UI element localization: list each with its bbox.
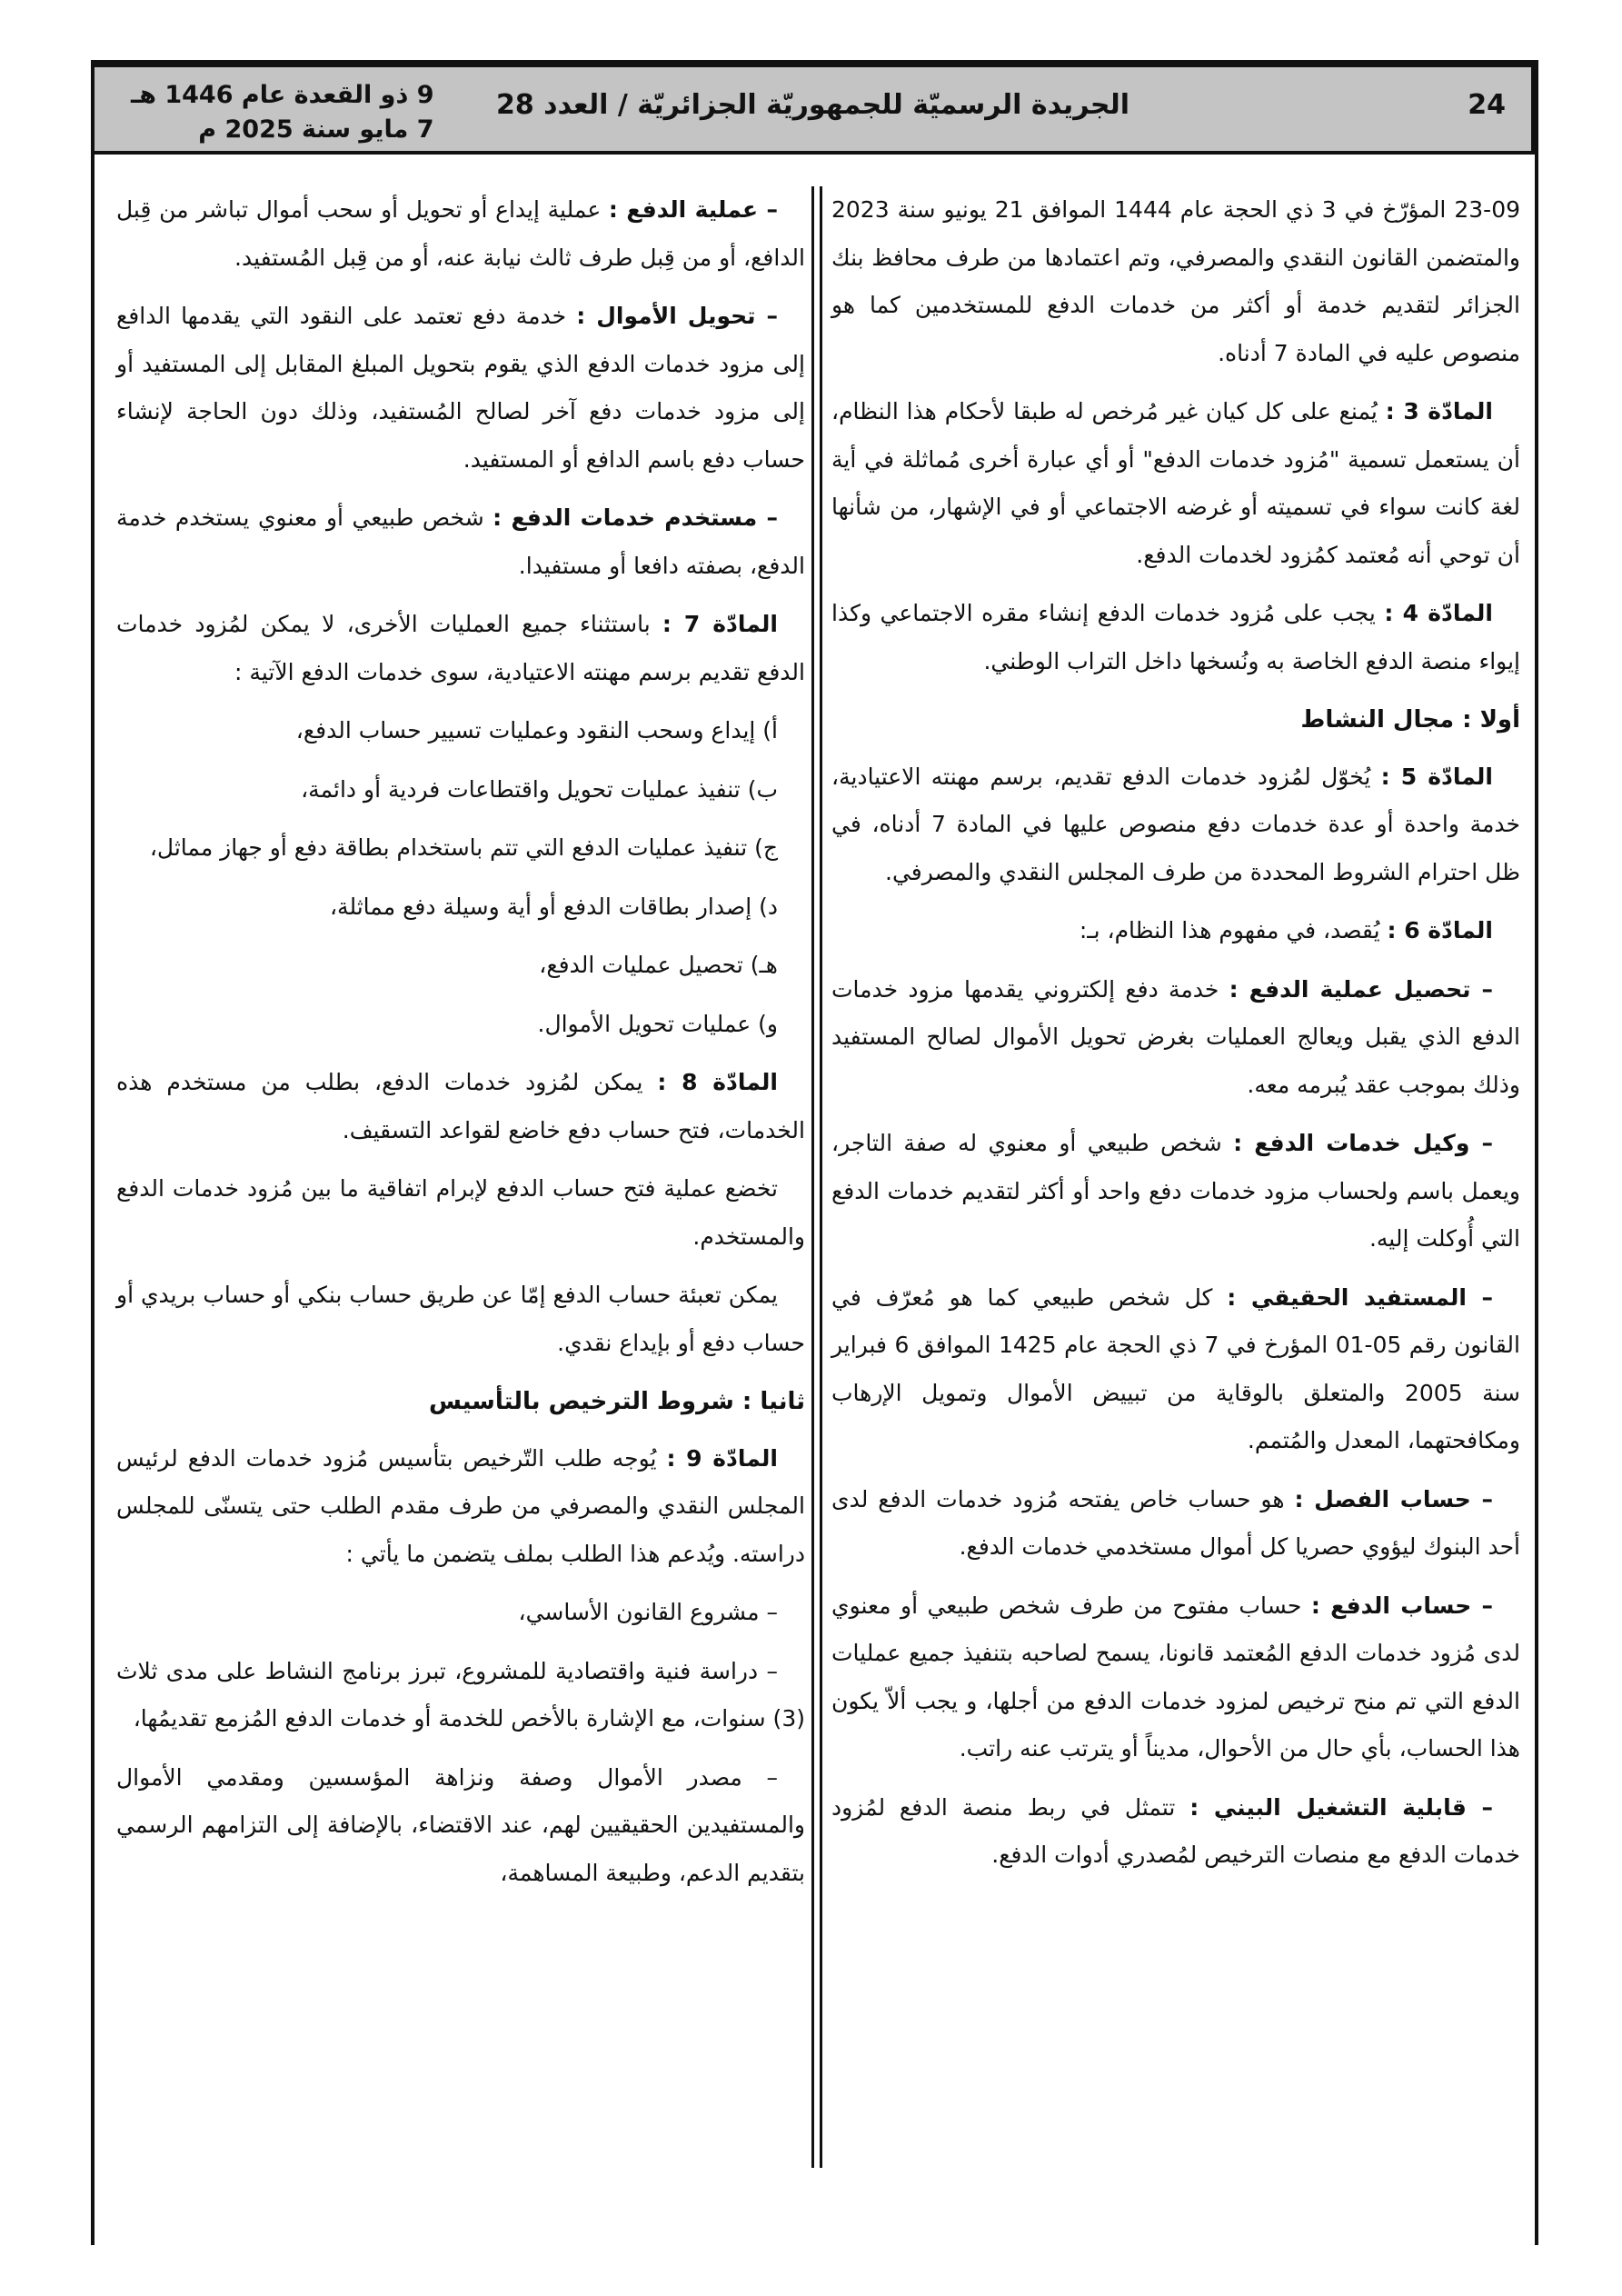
date-gregorian: 7 مايو سنة 2025 م — [198, 115, 434, 144]
list-item: ب) تنفيذ عمليات تحويل واقتطاعات فردية أو دائمة، — [301, 775, 778, 803]
page-number: 24 — [1468, 89, 1506, 121]
article-6: المادّة 6 : يُقصد، في مفهوم هذا النظام، بـ: — [1079, 917, 1493, 943]
definition: – تحصيل عملية الدفع : خدمة دفع إلكتروني يقدمها مزود خدمات الدفع الذي يقبل ويعالج العمليات بغرض تحويل الأموال لصالح المستفيد وذلك بموجب عقد يُبرمه معه. — [831, 975, 1520, 1098]
article-8: المادّة 8 : يمكن لمُزود خدمات الدفع، بطلب من مستخدم هذه الخدمات، فتح حساب دفع خاضع لقواعد التسقيف. — [116, 1069, 805, 1143]
list-item: د) إصدار بطاقات الدفع أو أية وسيلة دفع مماثلة، — [329, 893, 778, 920]
list-item: و) عمليات تحويل الأموال. — [537, 1010, 778, 1037]
right-column — [831, 186, 1520, 1891]
journal-title: الجريدة الرسميّة للجمهوريّة الجزائريّة / العدد 28 — [495, 89, 1130, 121]
date-hijri: 9 ذو القعدة عام 1446 هـ — [131, 81, 434, 109]
paragraph: تخضع عملية فتح حساب الدفع لإبرام اتفاقية ما بين مُزود خدمات الدفع والمستخدم. — [116, 1175, 805, 1250]
definition: – قابلية التشغيل البيني : تتمثل في ربط منصة الدفع لمُزود خدمات الدفع مع منصات الترخيص لمُصدري أدوات الدفع. — [831, 1793, 1520, 1868]
definition: – حساب الفصل : هو حساب خاص يفتحه مُزود خدمات الدفع لدى أحد البنوك ليؤوي حصريا كل أموال مستخدمي خدمات الدفع. — [831, 1485, 1520, 1560]
column-separator — [811, 186, 822, 2168]
definition: – المستفيد الحقيقي : كل شخص طبيعي كما هو مُعرّف في القانون رقم 05-01 المؤرخ في 7 ذي الحجة عام 1425 الموافق 6 فبراير سنة 2005 والمتعلق بالوقاية من تبييض الأموال وتمويل الإرهاب ومكافحتهما، المعدل والمُتمم. — [831, 1283, 1520, 1453]
list-item: – مشروع القانون الأساسي، — [518, 1599, 778, 1625]
list-item: – دراسة فنية واقتصادية للمشروع، تبرز برنامج النشاط على مدى ثلاث (3) سنوات، مع الإشارة بالأخص للخدمة أو خدمات الدفع المُزمع تقديمُها، — [116, 1657, 805, 1732]
definition: – حساب الدفع : حساب مفتوح من طرف شخص طبيعي أو معنوي لدى مُزود خدمات الدفع المُعتمد قانونا، يسمح لصاحبه بتنفيذ جميع عمليات الدفع التي تم منح ترخيص لمزود خدمات الدفع من أجلها، و يجب ألاّ يكون هذا الحساب، بأي حال من الأحوال، مديناً أو يترتب عنه راتب. — [831, 1592, 1520, 1762]
definition: – عملية الدفع : عملية إيداع أو تحويل أو سحب أموال تباشر من قِبل الدافع، أو من قِبل طرف ثالث نيابة عنه، أو من قِبل المُستفيد. — [116, 196, 805, 271]
definition: – وكيل خدمات الدفع : شخص طبيعي أو معنوي له صفة التاجر، ويعمل باسم ولحساب مزود خدمات دفع واحد أو أكثر لتقديم خدمات الدفع التي أُوكلت إليه. — [831, 1130, 1520, 1252]
article-9: المادّة 9 : يُوجه طلب التّرخيص بتأسيس مُزود خدمات الدفع لرئيس المجلس النقدي والمصرفي من طرف مقدم الطلب حتى يتسنّى للمجلس دراسته. ويُدعم هذا الطلب بملف يتضمن ما يأتي : — [116, 1444, 805, 1567]
definition: – تحويل الأموال : خدمة دفع تعتمد على النقود التي يقدمها الدافع إلى مزود خدمات الدفع الذي يقوم بتحويل المبلغ المقابل إلى المستفيد أو إلى مزود خدمات دفع آخر لصالح المُستفيد، وذلك دون الحاجة لإنشاء حساب دفع باسم الدافع أو المستفيد. — [116, 303, 805, 473]
article-5: المادّة 5 : يُخوّل لمُزود خدمات الدفع تقديم، برسم مهنته الاعتيادية، خدمة واحدة أو عدة خدمات دفع منصوص عليها في المادة 7 أدناه، في ظل احترام الشروط المحددة من طرف المجلس النقدي والمصرفي. — [831, 763, 1520, 885]
article-7: المادّة 7 : باستثناء جميع العمليات الأخرى، لا يمكن لمُزود خدمات الدفع تقديم برسم مهنته الاعتيادية، سوى خدمات الدفع الآتية : — [116, 611, 805, 685]
list-item: – مصدر الأموال وصفة ونزاهة المؤسسين ومقدمي الأموال والمستفيدين الحقيقيين لهم، عند الاقتضاء، بالإضافة إلى التزامهم الرسمي بتقديم الدعم، وطبيعة المساهمة، — [116, 1763, 805, 1886]
left-column — [116, 186, 805, 1908]
list-item: ج) تنفيذ عمليات الدفع التي تتم باستخدام بطاقة دفع أو جهاز مماثل، — [149, 834, 778, 861]
section-heading: أولا : مجال النشاط — [1300, 706, 1520, 734]
section-heading: ثانيا : شروط الترخيص بالتأسيس — [428, 1388, 805, 1415]
article-4: المادّة 4 : يجب على مُزود خدمات الدفع إنشاء مقره الاجتماعي وكذا إيواء منصة الدفع الخاصة به ونُسخها داخل التراب الوطني. — [831, 600, 1520, 674]
paragraph: يمكن تعبئة حساب الدفع إمّا عن طريق حساب بنكي أو حساب بريدي أو حساب دفع أو بإيداع نقدي. — [116, 1282, 805, 1356]
list-item: أ) إيداع وسحب النقود وعمليات تسيير حساب الدفع، — [295, 717, 778, 744]
definition: – مستخدم خدمات الدفع : شخص طبيعي أو معنوي يستخدم خدمة الدفع، بصفته دافعا أو مستفيدا. — [116, 504, 805, 579]
list-item: هـ) تحصيل عمليات الدفع، — [539, 952, 778, 978]
page-header — [91, 64, 1535, 155]
article-3: المادّة 3 : يُمنع على كل كيان غير مُرخص له طبقا لأحكام هذا النظام، أن يستعمل تسمية "مُزود خدمات الدفع" أو أي عبارة أخرى مُماثلة في أية لغة كانت سواء في تسميته أو غرضه الاجتماعي أو في الإشهار، من شأنها أن توحي أنه مُعتمد كمُزود لخدمات الدفع. — [831, 398, 1520, 568]
paragraph: 23-09 المؤرّخ في 3 ذي الحجة عام 1444 الموافق 21 يونيو سنة 2023 والمتضمن القانون النقدي والمصرفي، وتم اعتمادها من طرف محافظ بنك الجزائر لتقديم خدمة أو أكثر من خدمات الدفع للمستخدمين كما هو منصوص عليه في المادة 7 أدناه. — [831, 196, 1521, 366]
